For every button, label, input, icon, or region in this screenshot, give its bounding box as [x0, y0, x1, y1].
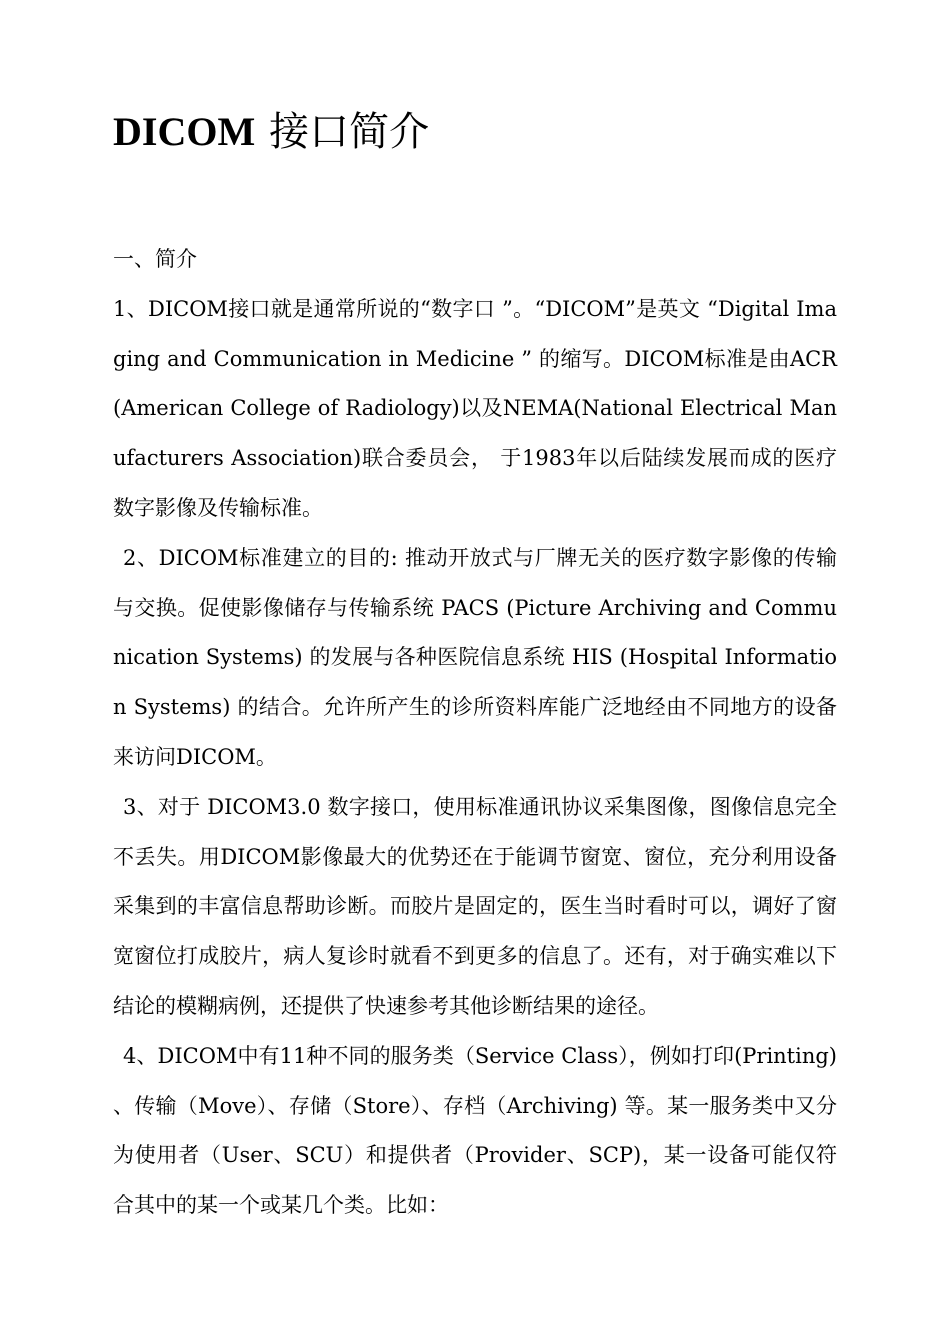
paragraph-3: 3、对于 DICOM3.0 数字接口，使用标准通讯协议采集图像，图像信息完全不丢失。用DICOM影像最大的优势还在于能调节窗宽、窗位，充分利用设备采集到的丰富信息帮助诊断。而胶片是固定的，医生当时看时可以，调好了窗宽窗位打成胶片，病人复诊时就看不到更多的信息了。还有，对于确实难以下结论的模糊病例，还提供了快速参考其他诊断结果的途径。 [113, 794, 837, 1018]
document-body [113, 235, 837, 1231]
section-heading: 一、简介 [113, 247, 197, 271]
document-title [113, 104, 429, 160]
paragraph-2: 2、DICOM标准建立的目的: 推动开放式与厂牌无关的医疗数字影像的传输与交换。促使影像储存与传输系统 PACS (Picture Archiving and Communication Systems) 的发展与各种医院信息系统 HIS (Hospital Information Systems) 的结合。允许所产生的诊所资料库能广泛地经由不同地方的设备来访问DICOM。 [113, 545, 837, 769]
paragraph-1: 1、DICOM接口就是通常所说的“数字口 ”。“DICOM”是英文 “Digital Imaging and Communication in Medicine ” 的缩写。DICOM标准是由ACR (American College of Radiology)以及NEMA(National Electrical Manufacturers Association)联合委员会， 于1983年以后陆续发展而成的医疗数字影像及传输标准。 [113, 296, 837, 520]
title-cjk: 接口简介 [269, 109, 430, 155]
title-latin: DICOM [113, 109, 256, 154]
paragraph-4: 4、DICOM中有11种不同的服务类（Service Class），例如打印(Printing)、传输（Move）、存储（Store）、存档（Archiving) 等。某一服务类中又分为使用者（User、SCU）和提供者（Provider、SCP)，某一设备可能仅符合其中的某一个或某几个类。比如： [113, 1043, 837, 1218]
